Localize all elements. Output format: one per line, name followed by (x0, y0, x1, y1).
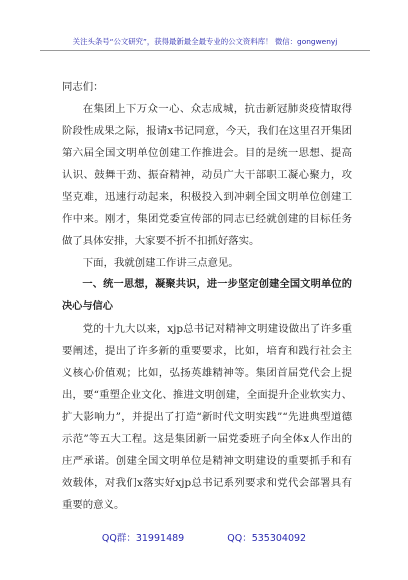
header-notice: 关注头条号“公文研究”，获得最新最全最专业的公文资料库！ 微信：gongwenyj (40, 36, 370, 51)
footer-qq-group: QQ群：31991489 (101, 533, 185, 544)
document-body (62, 76, 352, 516)
paragraph-outline: 下面，我就创建工作讲三点意见。 (82, 257, 239, 269)
section-heading-1: 一、统一思想，凝聚共识，进一步坚定创建全国文明单位的决心与信心 (62, 279, 352, 312)
footer-qq: QQ：535304092 (227, 533, 307, 544)
paragraph-section-1: 党的十九大以来，xjp总书记对精神文明建设做出了许多重要阐述，提出了许多新的重要要求，比如，培育和践行社会主义核心价值观；比如，弘扬英雄精神等。集团首届党代会上提出，要“重塑企业文化、推进文明创建，全面提升企业软实力、扩大影响力”，并提出了打造“新时代文明实践”“先进典型道德示范”等五大工程。这是集团新一届党委班子向全体x人作出的庄严承诺。创建全国文明单位是精神文明建设的重要抓手和有效载体，对我们x落实好xjp总书记系列要求和党代会部署具有重要的意义。 (62, 323, 352, 511)
salutation: 同志们： (62, 81, 104, 93)
footer-contacts (0, 530, 408, 544)
paragraph-intro: 在集团上下万众一心、众志成城，抗击新冠肺炎疫情取得阶段性成果之际，报请x书记同意，今天，我们在这里召开集团第六届全国文明单位创建工作推进会。目的是统一思想、提高认识、鼓舞干劲、振奋精神，动员广大干部职工凝心聚力，攻坚克难，迅速行动起来，积极投入到冲刺全国文明单位创建工作中来。刚才，集团党委宣传部的同志已经就创建的目标任务做了具体安排，大家要不折不扣抓好落实。 (62, 103, 352, 247)
